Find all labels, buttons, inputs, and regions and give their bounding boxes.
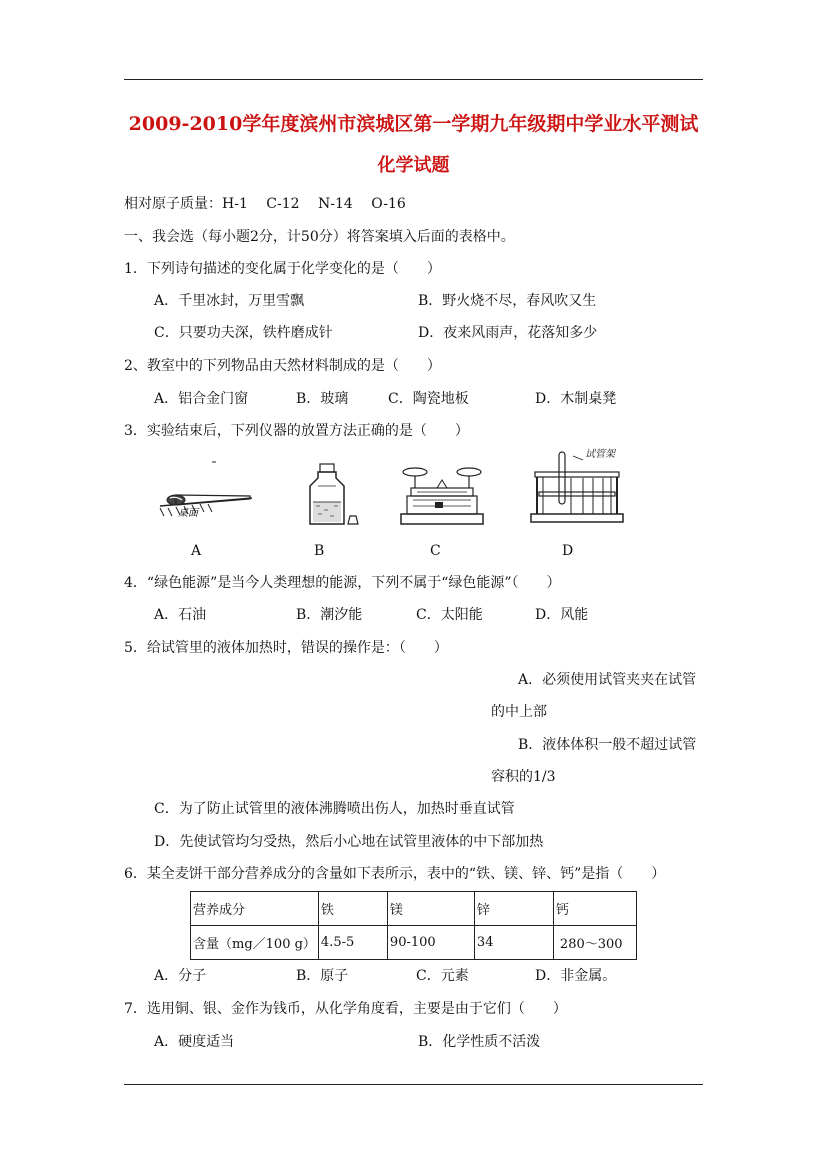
table-header-cell: 钙 (553, 892, 636, 926)
page-subtitle: 化学试题 (377, 155, 450, 176)
header-rule (124, 79, 703, 80)
figure-label-c: C (430, 543, 441, 559)
question-4-option-d: D．风能 (535, 607, 589, 623)
question-1-option-c: C．只要功夫深，铁杵磨成针 (154, 325, 333, 341)
question-5-option-a-line1: A．必须使用试管夹夹在试管 (518, 672, 697, 688)
table-header-cell: 锌 (474, 892, 553, 926)
figure-test-tube-rack (527, 448, 627, 528)
figure-balance-scale (397, 460, 487, 530)
table-cell: 4.5-5 (318, 926, 387, 960)
question-2-option-d: D．木制桌凳 (535, 391, 617, 407)
figure-a-table-text: 桌面 (178, 508, 198, 519)
question-7-option-a: A．硬度适当 (154, 1034, 235, 1050)
table-cell: 90-100 (387, 926, 474, 960)
question-5-option-d: D．先使试管均匀受热，然后小心地在试管里液体的中下部加热 (154, 834, 544, 850)
question-4-option-a: A．石油 (154, 607, 207, 623)
question-6-option-a: A．分子 (154, 968, 207, 984)
question-4-option-c: C．太阳能 (416, 607, 483, 623)
table-cell: 280～300 (553, 926, 636, 960)
section-heading: 一、我会选（每小题2分，计50分）将答案填入后面的表格中。 (124, 229, 515, 245)
question-1-option-d: D．夜来风雨声，花落知多少 (418, 325, 598, 341)
figure-d-rack-text: 试管架 (585, 449, 615, 460)
nutrition-table (190, 891, 637, 960)
question-6-stem: 6．某全麦饼干部分营养成分的含量如下表所示，表中的“铁、镁、锌、钙”是指（ ） (124, 866, 666, 882)
table-header-row (191, 892, 637, 926)
figure-label-b: B (314, 543, 325, 559)
question-6-option-c: C．元素 (416, 968, 469, 984)
question-2-option-c: C．陶瓷地板 (388, 391, 469, 407)
atomic-mass: 相对原子质量：H-1 C-12 N-14 O-16 (124, 196, 406, 212)
figure-label-a: A (191, 543, 202, 559)
figure-label-d: D (562, 543, 574, 559)
question-6-option-b: B．原子 (296, 968, 349, 984)
question-1-stem: 1．下列诗句描述的变化属于化学变化的是（ ） (124, 261, 441, 277)
table-row (191, 926, 637, 960)
table-header-cell: 铁 (318, 892, 387, 926)
table-cell: 34 (474, 926, 553, 960)
question-4-stem: 4．“绿色能源”是当今人类理想的能源，下列不属于“绿色能源”（ ） (124, 575, 561, 591)
question-1-option-a: A．千里冰封，万里雪飘 (154, 293, 305, 309)
question-5-option-a-line2: 的中上部 (491, 704, 547, 720)
page-title: 2009-2010学年度滨州市滨城区第一学期九年级期中学业水平测试 (128, 113, 699, 135)
question-5-option-b-line2: 容积的1/3 (491, 769, 556, 785)
question-6-option-d: D．非金属。 (535, 968, 617, 984)
question-4-option-b: B．潮汐能 (296, 607, 363, 623)
question-3-stem: 3．实验结束后，下列仪器的放置方法正确的是（ ） (124, 423, 469, 439)
question-7-stem: 7．选用铜、银、金作为钱币，从化学角度看，主要是由于它们（ ） (124, 1001, 567, 1017)
question-2-option-b: B．玻璃 (296, 391, 349, 407)
question-5-option-b-line1: B．液体体积一般不超过试管 (518, 737, 697, 753)
table-cell: 含量（mg／100 g） (191, 926, 319, 960)
question-5-stem: 5．给试管里的液体加热时，错误的操作是：（ ） (124, 640, 448, 656)
question-1-option-b: B．野火烧不尽，春风吹又生 (418, 293, 597, 309)
question-2-option-a: A．铝合金门窗 (154, 391, 249, 407)
table-header-cell: 营养成分 (191, 892, 319, 926)
figure-reagent-bottle (298, 462, 368, 532)
question-2-stem: 2、教室中的下列物品由天然材料制成的是（ ） (124, 358, 441, 374)
footer-rule (124, 1084, 703, 1085)
question-7-option-b: B．化学性质不活泼 (418, 1034, 541, 1050)
table-header-cell: 镁 (387, 892, 474, 926)
question-5-option-c: C．为了防止试管里的液体沸腾喷出伤人，加热时垂直试管 (154, 801, 515, 817)
figure-test-tube-on-table (156, 458, 256, 528)
